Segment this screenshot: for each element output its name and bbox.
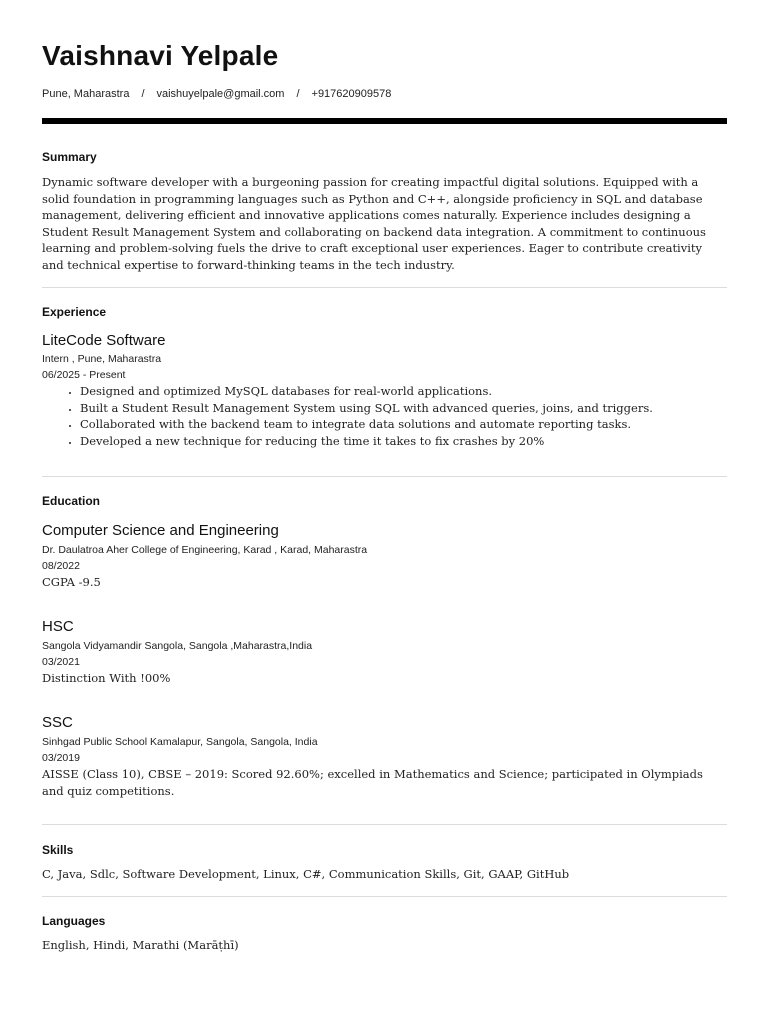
summary-heading: Summary — [42, 150, 97, 164]
experience-heading: Experience — [42, 305, 107, 319]
degree-title: HSC — [42, 618, 74, 635]
list-item: • Built a Student Result Management System using SQL with advanced queries, joins, and triggers. — [80, 400, 727, 417]
education-date: 08/2022 — [42, 560, 80, 572]
school-name: Sangola Vidyamandir Sangola, Sangola ,Maharastra,India — [42, 640, 313, 652]
candidate-name: Vaishnavi Yelpale — [42, 40, 279, 71]
list-item: • Collaborated with the backend team to integrate data solutions and automate reporting tasks. — [80, 416, 727, 433]
list-item: • Developed a new technique for reducing the time it takes to fix crashes by 20% — [80, 433, 727, 450]
education-entry — [42, 618, 727, 687]
skills-heading: Skills — [42, 843, 74, 857]
job-dates: 06/2025 - Present — [42, 369, 126, 381]
header-divider — [42, 118, 727, 124]
degree-title: SSC — [42, 714, 73, 731]
education-heading: Education — [42, 494, 101, 508]
degree-title: Computer Science and Engineering — [42, 522, 279, 539]
languages-text: English, Hindi, Marathi (Marāṭhī) — [42, 938, 239, 952]
skills-text: C, Java, Sdlc, Software Development, Linux, C#, Communication Skills, Git, GAAP, GitHub — [42, 867, 570, 881]
education-entry — [42, 522, 727, 591]
languages-heading: Languages — [42, 914, 106, 928]
experience-bullets — [42, 383, 727, 449]
summary-section — [42, 150, 727, 273]
education-detail: Distinction With !00% — [42, 671, 171, 685]
section-divider — [42, 824, 727, 825]
school-name: Dr. Daulatroa Aher College of Engineering, Karad , Karad, Maharastra — [42, 544, 368, 556]
contact-separator: / — [296, 88, 300, 100]
education-date: 03/2021 — [42, 656, 80, 668]
skills-section — [42, 843, 727, 883]
education-date: 03/2019 — [42, 752, 80, 764]
contact-line — [42, 88, 391, 100]
school-name: Sinhgad Public School Kamalapur, Sangola, Sangola, India — [42, 736, 318, 748]
contact-email[interactable]: vaishuyelpale@gmail.com — [156, 88, 285, 100]
education-section — [42, 494, 727, 508]
education-detail: CGPA -9.5 — [42, 575, 101, 589]
education-detail: AISSE (Class 10), CBSE – 2019: Scored 92.60%; excelled in Mathematics and Science; participated in Olympiads and quiz competitions. — [42, 767, 703, 798]
languages-section — [42, 914, 727, 954]
section-divider — [42, 476, 727, 477]
section-divider — [42, 896, 727, 897]
experience-section — [42, 305, 727, 449]
section-divider — [42, 287, 727, 288]
education-entry — [42, 714, 727, 799]
contact-location: Pune, Maharastra — [42, 88, 130, 100]
contact-phone[interactable]: +917620909578 — [311, 88, 392, 100]
summary-text: Dynamic software developer with a burgeoning passion for creating impactful digital solutions. Equipped with a solid foundation in programming languages such as Python and C++, alongside proficiency in SQL and database management, delivering efficient and innovative applications comes naturally. Experience includes designing a Student Result Management System and collaborating on backend data integration. A commitment to continuous learning and problem-solving fuels the drive to craft exceptional user experiences. Eager to contribute creativity and technical expertise to forward-thinking teams in the tech industry. — [42, 175, 706, 272]
contact-separator: / — [141, 88, 145, 100]
company-name: LiteCode Software — [42, 332, 166, 349]
job-role-location: Intern , Pune, Maharastra — [42, 353, 162, 365]
list-item: • Designed and optimized MySQL databases for real-world applications. — [80, 383, 727, 400]
